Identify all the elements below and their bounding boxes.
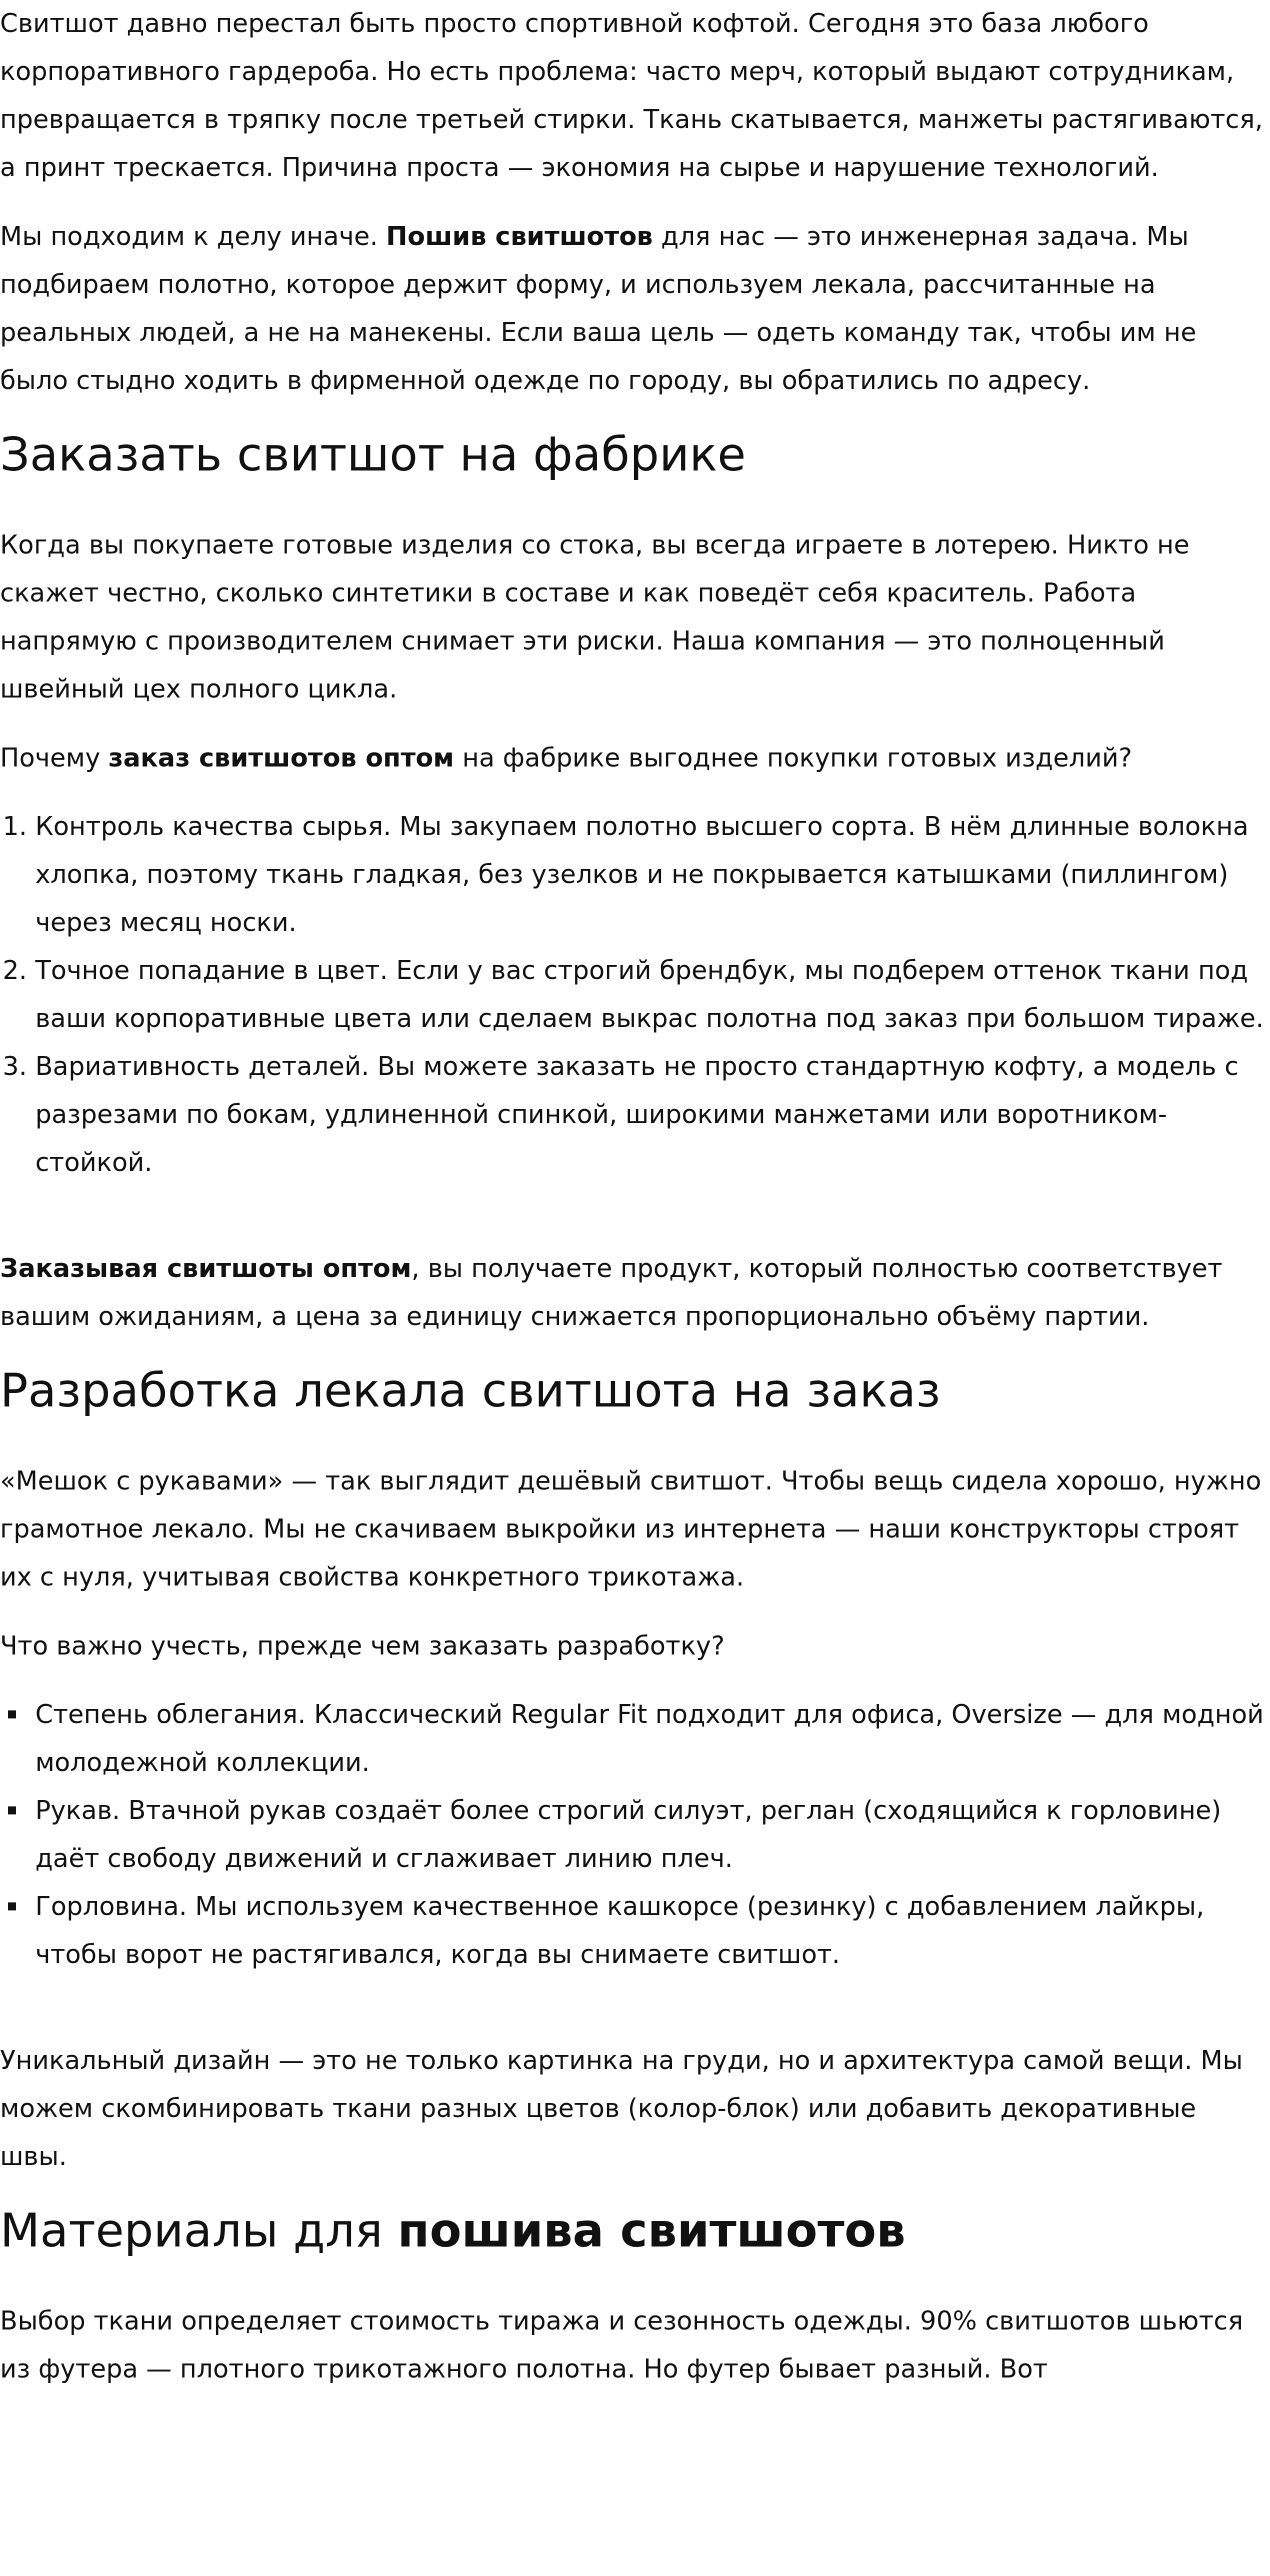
- section-heading-factory: Заказать свитшот на фабрике: [0, 427, 746, 482]
- list-item: 2. Точное попадание в цвет. Если у вас строгий брендбук, мы подберем оттенок ткани под ваши корпоративные цвета или сделаем выкрас полотна под заказ при большом тираже.: [35, 947, 1270, 1043]
- materials-paragraph-1: Выбор ткани определяет стоимость тиража и сезонность одежды. 90% свитшотов шьются из футера — плотного трикотажного полотна. Но футер бывает разный. Вот: [0, 2305, 1244, 2384]
- pattern-paragraph-3: Уникальный дизайн — это не только картинка на груди, но и архитектура самой вещи. Мы можем скомбинировать ткани разных цветов (колор-блок) или добавить декоративные швы.: [0, 2044, 1243, 2172]
- factory-paragraph-2: [0, 734, 1270, 782]
- factory-p3-bold: Заказывая свитшоты оптом: [0, 1252, 412, 1284]
- list-item: ▪ Степень облегания. Классический Regular Fit подходит для офиса, Oversize — для модной молодежной коллекции.: [35, 1691, 1270, 1787]
- factory-paragraph-3: [0, 1245, 1270, 1341]
- pattern-paragraph-1: «Мешок с рукавами» — так выглядит дешёвый свитшот. Чтобы вещь сидела хорошо, нужно грамотное лекало. Мы не скачиваем выкройки из интернета — наши конструкторы строят их с нуля, учитывая свойства конкретного трикотажа.: [0, 1465, 1262, 1592]
- factory-p2-rest: на фабрике выгоднее покупки готовых изделий?: [454, 742, 1133, 773]
- factory-p2-bold: заказ свитшотов оптом: [108, 742, 455, 773]
- intro-p2-lead: Мы подходим к делу иначе.: [0, 220, 387, 252]
- materials-heading-normal: Материалы для: [0, 2203, 398, 2258]
- factory-benefits-list: [0, 803, 1270, 1187]
- list-item: 1. Контроль качества сырья. Мы закупаем полотно высшего сорта. В нём длинные волокна хлопка, поэтому ткань гладкая, без узелков и не покрывается катышками (пиллингом) через месяц носки.: [35, 803, 1270, 947]
- pattern-paragraph-2: Что важно учесть, прежде чем заказать разработку?: [0, 1630, 725, 1661]
- intro-p2-bold: Пошив свитшотов: [386, 220, 653, 252]
- intro-paragraph-1: Свитшот давно перестал быть просто спортивной кофтой. Сегодня это база любого корпоративного гардероба. Но есть проблема: часто мерч, который выдают сотрудникам, превращается в тряпку после третьей стирки. Ткань скатывается, манжеты растягиваются, а принт трескается. Причина проста — экономия на сырье и нарушение технологий.: [0, 8, 1263, 183]
- section-heading-materials: [0, 2202, 1270, 2260]
- intro-paragraph-2: [0, 213, 1270, 405]
- list-item: ▪ Рукав. Втачной рукав создаёт более строгий силуэт, реглан (сходящийся к горловине) даёт свободу движений и сглаживает линию плеч.: [35, 1787, 1270, 1883]
- list-item: ▪ Горловина. Мы используем качественное кашкорсе (резинку) с добавлением лайкры, чтобы ворот не растягивался, когда вы снимаете свитшот.: [35, 1883, 1270, 1979]
- list-item: 3. Вариативность деталей. Вы можете заказать не просто стандартную кофту, а модель с разрезами по бокам, удлиненной спинкой, широкими манжетами или воротником-стойкой.: [35, 1043, 1270, 1187]
- section-heading-pattern: Разработка лекала свитшота на заказ: [0, 1363, 941, 1418]
- factory-paragraph-1: Когда вы покупаете готовые изделия со стока, вы всегда играете в лотерею. Никто не скажет честно, сколько синтетики в составе и как поведёт себя краситель. Работа напрямую с производителем снимает эти риски. Наша компания — это полноценный швейный цех полного цикла.: [0, 529, 1190, 704]
- pattern-considerations-list: [0, 1691, 1270, 1979]
- intro-p2-rest: для нас — это инженерная задача. Мы подбираем полотно, которое держит форму, и используем лекала, рассчитанные на реальных людей, а не на манекены. Если ваша цель — одеть команду так, чтобы им не было стыдно ходить в фирменной одежде по городу, вы обратились по адресу.: [0, 220, 1197, 396]
- factory-p3-rest: , вы получаете продукт, который полностью соответствует вашим ожиданиям, а цена за единицу снижается пропорционально объёму партии.: [0, 1252, 1223, 1332]
- factory-p2-lead: Почему: [0, 742, 109, 773]
- materials-heading-bold: пошива свитшотов: [397, 2203, 906, 2258]
